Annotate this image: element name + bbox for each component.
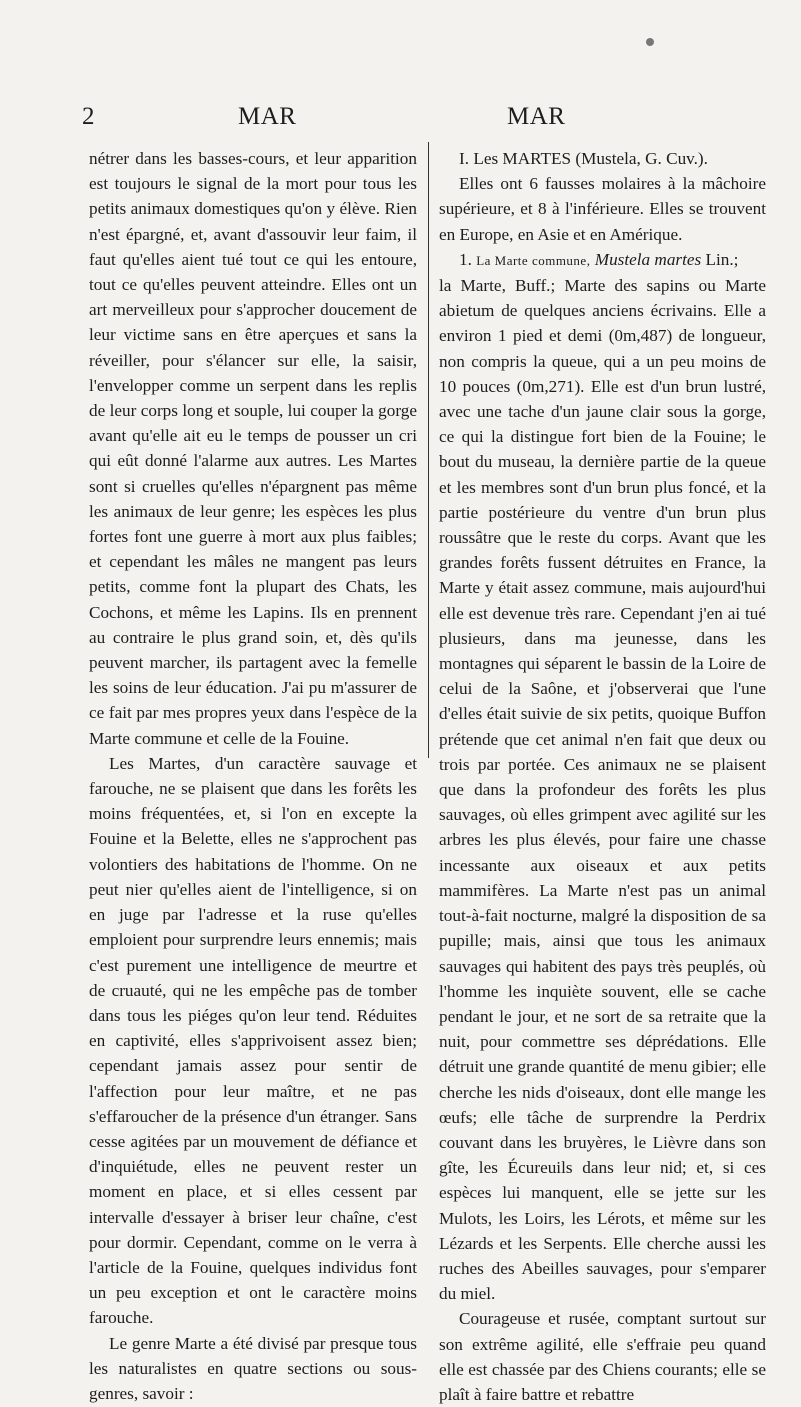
species-entry <box>439 247 766 273</box>
running-title-left: MAR <box>238 103 297 130</box>
left-paragraph-3: Le genre Marte a été divisé par presque tous les naturalistes en quatre sections ou sous-genres, savoir : <box>89 1333 417 1403</box>
right-column <box>439 146 766 1407</box>
species-number: 1. <box>459 249 472 269</box>
right-paragraph-2: la Marte, Buff.; Marte des sapins ou Marte abietum de quelques anciens écrivains. Elle a environ 1 pied et demi (0m,487) de longueur, non compris la queue, qui a un peu moins de 10 pouces (0m,271). Elle est d'un brun lustré, avec une tache d'un jaune clair sous la gorge, ce qui la distingue fort bien de la Fouine; le bout du museau, la dernière partie de la queue et les membres sont d'un brun plus foncé, et la partie postérieure du ventre d'un brun plus roussâtre que le reste du corps. Avant que les grandes forêts fussent détruites en France, la Marte y était assez commune, mais aujourd'hui elle est devenue très rare. Cependant j'en ai tué plusieurs, dans ma jeunesse, dans les montagnes qui séparent le bassin de la Loire de celui de la Saône, et j'observerai que l'une d'elles était suivie de six petits, quoique Buffon prétende que cet animal n'en fait que deux ou trois par portée. Ces animaux ne se plaisent que dans la profondeur des forêts les plus sauvages, où elles grimpent avec agilité sur les arbres les plus élevés, pour faire une chasse incessante aux oiseaux et aux petits mammifères. La Marte n'est pas un animal tout-à-fait nocturne, malgré la disposition de sa pupille; mais, ainsi que tous les animaux sauvages qui habitent des pays très peuplés, où l'homme les inquiète souvent, elle se cache pendant le jour, et ne sort de sa retraite que la nuit, pour commettre ses déprédations. Elle détruit une grande quantité de menu gibier; elle cherche les nids d'oiseaux, dont elle mange les œufs; elle tâche de surprendre la Perdrix couvant dans les bruyères, le Lièvre dans son gîte, les Écureuils dans leur nid; et, si ces espèces lui manquent, elle se jette sur les Mulots, les Loirs, les Lérots, et même sur les Lézards et les Serpents. Elle cherche aussi les ruches des Abeilles sauvages, pour s'emparer du miel. <box>439 276 766 1304</box>
page-number: 2 <box>82 103 95 130</box>
species-name: La Marte commune, <box>476 252 591 268</box>
latin-name: Mustela martes <box>594 249 702 269</box>
running-title-right: MAR <box>507 103 566 130</box>
column-rule <box>428 142 429 758</box>
ink-spot <box>646 38 654 46</box>
left-paragraph-1: nétrer dans les basses-cours, et leur apparition est toujours le signal de la mort pour tous les petits animaux domestiques qu'on y élève. Rien n'est épargné, et, avant d'assouvir leur faim, il faut qu'elles aient tué tout ce qui les entoure, tout ce qu'elles peuvent atteindre. Elles ont un art merveilleux pour s'approcher doucement de leur victime sans en être aperçues et sans la réveiller, pour s'élancer sur elle, la saisir, l'envelopper comme un serpent dans les replis de leur corps long et souple, lui couper la gorge avant qu'elle ait eu le temps de pousser un cri qui eût donné l'alarme aux autres. Les Martes sont si cruelles qu'elles n'épargnent pas même les animaux de leur genre; les espèces les plus fortes font une guerre à mort aux plus faibles; et cependant les mâles ne mangent pas leurs petits, comme font la plupart des Chats, les Cochons, et même les Lapins. Ils en prennent au contraire le plus grand soin, et, dès qu'ils peuvent marcher, ils partagent avec la femelle les soins de leur éducation. J'ai pu m'assurer de ce fait par mes propres yeux dans l'espèce de la Marte commune et celle de la Fouine. <box>89 149 417 748</box>
page-header <box>0 103 801 143</box>
left-paragraph-2: Les Martes, d'un caractère sauvage et farouche, ne se plaisent que dans les forêts les moins fréquentées, et, si l'on en excepte la Fouine et la Belette, elles ne s'approchent pas volontiers des habitations de l'homme. On ne peut nier qu'elles aient de l'intelligence, si on en juge par l'adresse et la ruse qu'elles emploient pour surprendre leurs ennemis; mais c'est purement une intelligence de meurtre et de cruauté, qui ne les empêche pas de tomber dans tous les piéges qu'on leur tend. Réduites en captivité, elles s'apprivoisent assez bien; cependant jamais assez pour sentir de l'affection pour leur maître, et ne pas s'effaroucher de la présence d'un étranger. Sans cesse agitées par un mouvement de défiance et d'inquiétude, elles ne peuvent rester un moment en place, et si elles cessent par intervalle d'essayer à briser leur chaîne, c'est pour dormir. Cependant, comme on le verra à l'article de la Fouine, quelques individus font un peu exception et ont le caractère moins farouche. <box>89 753 417 1328</box>
left-column <box>89 146 417 1406</box>
right-paragraph-3: Courageuse et rusée, comptant surtout sur son extrême agilité, elle s'effraie peu quand elle est chassée par des Chiens courants; elle se plaît à faire battre et rebattre <box>439 1309 766 1404</box>
right-paragraph-1: Elles ont 6 fausses molaires à la mâchoire supérieure, et 8 à l'inférieure. Elles se trouvent en Europe, en Asie et en Amérique. <box>439 174 766 244</box>
species-author: Lin.; <box>705 249 739 269</box>
section-heading: I. Les MARTES (Mustela, G. Cuv.). <box>459 149 708 168</box>
